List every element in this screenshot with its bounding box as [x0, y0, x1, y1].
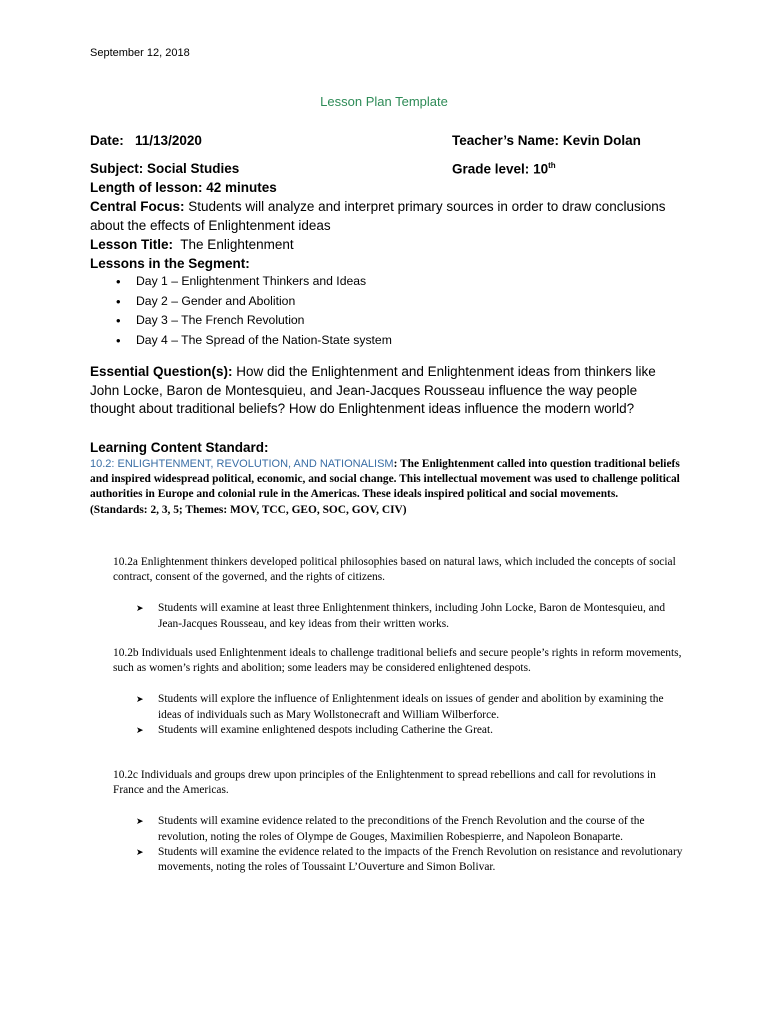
segment-day-item: • Day 3 – The French Revolution	[90, 311, 690, 331]
grade-field	[452, 161, 556, 177]
teacher-value: Kevin Dolan	[562, 133, 641, 148]
lesson-title	[90, 236, 294, 255]
grade-label: Grade level:	[452, 161, 530, 177]
section-10-2a	[113, 555, 683, 632]
objective-item: ➤ Students will examine enlightened despots including Catherine the Great.	[113, 723, 683, 738]
section-10-2c	[113, 768, 683, 875]
standard-description	[90, 457, 680, 518]
central-focus	[90, 198, 690, 235]
standard-text: : The Enlightenment called into question traditional beliefs and inspired widespread political, economic, and social change. This intellectual movement was used to challenge political authorities in Europe and colonial rule in the Americas. These ideals inspired political and social movements.	[90, 458, 680, 501]
segment-heading: Lessons in the Segment:	[90, 256, 250, 271]
essential-question-text: How did the Enlightenment and Enlightenment ideas from thinkers like John Locke, Baron de Montesquieu, and Jean-Jacques Rousseau influence the way people thought about traditional beliefs? How do Enlightenment ideas influence the modern world?	[90, 364, 656, 416]
segment-day-item: • Day 4 – The Spread of the Nation-State system	[90, 331, 690, 351]
lesson-title-label: Lesson Title:	[90, 237, 174, 252]
teacher-field	[452, 133, 641, 148]
section-10-2b	[113, 646, 683, 738]
grade-value: 10	[533, 161, 549, 177]
central-focus-text: Students will analyze and interpret primary sources in order to draw conclusions about the effects of Enlightenment ideas	[90, 199, 666, 233]
essential-question-label: Essential Question(s):	[90, 364, 233, 379]
standard-code: 10.2: ENLIGHTENMENT, REVOLUTION, AND NATIONALISM	[90, 458, 394, 470]
essential-question	[90, 363, 675, 419]
date-label: Date:	[90, 133, 124, 148]
date-value: 11/13/2020	[135, 133, 202, 148]
objective-item: ➤ Students will examine the evidence related to the impacts of the French Revolution on resistance and revolutionary movements, noting the roles of Toussaint L’Ouverture and Simon Bolivar.	[113, 845, 683, 875]
section-text: 10.2c Individuals and groups drew upon principles of the Enlightenment to spread rebellions and call for revolutions in France and the Americas.	[113, 769, 656, 797]
grade-superscript: th	[548, 161, 556, 170]
subject-value: Social Studies	[147, 161, 240, 176]
objective-item: ➤ Students will examine at least three Enlightenment thinkers, including John Locke, Baron de Montesquieu, and Jean-Jacques Rousseau, and key ideas from their written works.	[113, 601, 683, 631]
lesson-length: Length of lesson: 42 minutes	[90, 180, 277, 195]
objective-item: ➤ Students will examine evidence related to the preconditions of the French Revolution and the course of the revolution, noting the roles of Olympe de Gouges, Maximilien Robespierre, and Napoleon Bonaparte.	[113, 814, 683, 844]
central-focus-label: Central Focus:	[90, 199, 185, 214]
standards-themes: (Standards: 2, 3, 5; Themes: MOV, TCC, GEO, SOC, GOV, CIV)	[90, 503, 407, 516]
subject-field	[90, 161, 239, 176]
segment-day-item: • Day 2 – Gender and Abolition	[90, 292, 690, 312]
standard-heading: Learning Content Standard:	[90, 440, 269, 455]
section-bullets	[113, 692, 683, 738]
subject-label: Subject:	[90, 161, 144, 176]
segment-list-container	[90, 272, 690, 350]
section-text: 10.2b Individuals used Enlightenment ideals to challenge traditional beliefs and secure people’s rights in reform movements, such as women’s rights and abolition; some leaders may be considered enlightened despots.	[113, 647, 682, 675]
section-text: 10.2a Enlightenment thinkers developed political philosophies based on natural laws, which included the concepts of social contract, consent of the governed, and the rights of citizens.	[113, 556, 676, 584]
objective-item: ➤ Students will explore the influence of Enlightenment ideals on issues of gender and abolition by examining the ideas of individuals such as Mary Wollstonecraft and William Wilberforce.	[113, 692, 683, 722]
segment-list	[90, 272, 690, 350]
section-bullets	[113, 601, 683, 631]
section-bullets	[113, 814, 683, 875]
document-date: September 12, 2018	[90, 47, 190, 59]
teacher-label: Teacher’s Name:	[452, 133, 560, 148]
segment-day-item: • Day 1 – Enlightenment Thinkers and Ideas	[90, 272, 690, 292]
document-title: Lesson Plan Template	[320, 94, 448, 109]
lesson-title-value: The Enlightenment	[180, 237, 294, 252]
date-field	[90, 133, 202, 148]
